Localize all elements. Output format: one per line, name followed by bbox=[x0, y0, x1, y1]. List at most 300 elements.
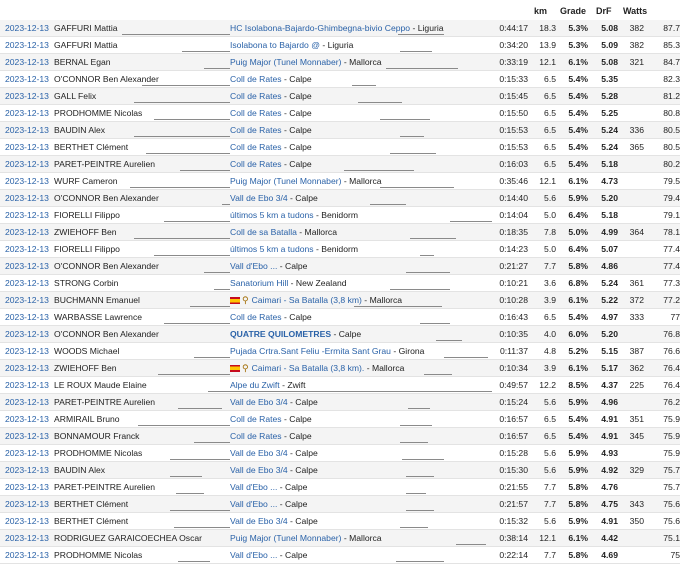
table-row: 2023-12-13 ARMIRAIL Bruno Coll de Rates - Calpe 0:16:57 6.5 5.4% 4.91 351 75.9 bbox=[0, 411, 680, 428]
table-row: 2023-12-13 BAUDIN Alex Vall de Ebo 3/4 - Calpe 0:15:30 5.6 5.9% 4.92 329 75.7 bbox=[0, 462, 680, 479]
score-cell: 77.2 bbox=[644, 292, 680, 309]
segment-link[interactable]: Coll de Rates bbox=[230, 414, 282, 424]
grade-cell: 6.1% bbox=[556, 360, 588, 377]
score-cell: 75 bbox=[644, 547, 680, 564]
date-link[interactable]: 2023-12-13 bbox=[5, 74, 49, 84]
table-header bbox=[0, 0, 680, 20]
table-row: 2023-12-13 ZWIEHOFF Ben ⚲ Caimari - Sa Batalla (3,8 km). - Mallorca 0:10:34 3.9 6.1% 5.17 362 76.4 bbox=[0, 360, 680, 377]
watts-cell bbox=[618, 445, 644, 462]
watts-cell: 387 bbox=[618, 343, 644, 360]
watts-cell: 361 bbox=[618, 275, 644, 292]
time-cell: 0:16:03 bbox=[492, 156, 528, 173]
rider-scrollbar[interactable] bbox=[154, 119, 230, 120]
segment-link[interactable]: Vall d'Ebo ... bbox=[230, 550, 278, 560]
score-cell: 77.4 bbox=[644, 258, 680, 275]
grade-cell: 5.4% bbox=[556, 156, 588, 173]
segment-scrollbar[interactable] bbox=[436, 340, 462, 341]
segment-link[interactable]: Vall de Ebo 3/4 bbox=[230, 516, 288, 526]
rider-scrollbar[interactable] bbox=[142, 85, 230, 86]
time-cell: 0:15:24 bbox=[492, 394, 528, 411]
rider-scrollbar[interactable] bbox=[164, 323, 230, 324]
segment-location: Calpe bbox=[295, 448, 318, 458]
segment-location: Calpe bbox=[289, 91, 312, 101]
segment-link[interactable]: Vall de Ebo 3/4 bbox=[230, 397, 288, 407]
date-link[interactable]: 2023-12-13 bbox=[5, 363, 49, 373]
time-cell: 0:15:50 bbox=[492, 105, 528, 122]
drf-cell: 5.25 bbox=[588, 105, 618, 122]
table-row: 2023-12-13 GAFFURI Mattia Isolabona to Bajardo @ - Liguria 0:34:20 13.9 5.3% 5.09 382 85.3 bbox=[0, 37, 680, 54]
segment-scrollbar[interactable] bbox=[354, 306, 442, 307]
date-link[interactable]: 2023-12-13 bbox=[5, 329, 49, 339]
date-link[interactable]: 2023-12-13 bbox=[5, 397, 49, 407]
watts-cell: 351 bbox=[618, 411, 644, 428]
grade-cell: 5.9% bbox=[556, 513, 588, 530]
watts-cell: 336 bbox=[618, 122, 644, 139]
score-cell: 76.8 bbox=[644, 326, 680, 343]
segment-link[interactable]: HC Isolabona-Bajardo-Ghimbegna-bivio Ceppo bbox=[230, 23, 411, 33]
segment-link[interactable]: Coll de Rates bbox=[230, 312, 282, 322]
time-cell: 0:15:30 bbox=[492, 462, 528, 479]
segment-location: Calpe bbox=[289, 108, 312, 118]
rider-scrollbar[interactable] bbox=[170, 476, 202, 477]
segment-scrollbar[interactable] bbox=[450, 221, 492, 222]
grade-cell: 6.4% bbox=[556, 207, 588, 224]
rider-scrollbar[interactable] bbox=[180, 170, 230, 171]
segment-scrollbar[interactable] bbox=[230, 391, 492, 392]
segment-scrollbar[interactable] bbox=[400, 136, 424, 137]
segment-link[interactable]: Alpe du Zwift bbox=[230, 380, 280, 390]
km-cell: 7.7 bbox=[528, 496, 556, 513]
grade-cell: 6.0% bbox=[556, 326, 588, 343]
km-cell: 3.6 bbox=[528, 275, 556, 292]
segment-location: Benidorm bbox=[321, 244, 359, 254]
km-cell: 5.6 bbox=[528, 445, 556, 462]
segment-scrollbar[interactable] bbox=[400, 425, 432, 426]
segment-scrollbar[interactable] bbox=[380, 119, 430, 120]
grade-cell: 5.4% bbox=[556, 88, 588, 105]
date-link[interactable]: 2023-12-13 bbox=[5, 516, 49, 526]
watts-cell bbox=[618, 71, 644, 88]
segment-link[interactable]: Puig Major (Tunel Monnaber) bbox=[230, 176, 342, 186]
segment-link[interactable]: Coll de Rates bbox=[230, 159, 282, 169]
date-link[interactable]: 2023-12-13 bbox=[5, 431, 49, 441]
date-link[interactable]: 2023-12-13 bbox=[5, 227, 49, 237]
rider-name: GAFFURI Mattia bbox=[54, 40, 118, 50]
date-link[interactable]: 2023-12-13 bbox=[5, 346, 49, 356]
time-cell: 0:10:35 bbox=[492, 326, 528, 343]
header-grade: Grade bbox=[560, 6, 587, 16]
grade-cell: 5.9% bbox=[556, 445, 588, 462]
km-cell: 5.6 bbox=[528, 513, 556, 530]
watts-cell: 382 bbox=[618, 37, 644, 54]
segment-scrollbar[interactable] bbox=[420, 255, 434, 256]
drf-cell: 5.08 bbox=[588, 20, 618, 37]
rider-scrollbar[interactable] bbox=[222, 204, 230, 205]
time-cell: 0:49:57 bbox=[492, 377, 528, 394]
rider-name: FIORELLI Filippo bbox=[54, 210, 120, 220]
table-row: 2023-12-13 FIORELLI Filippo últimos 5 km a tudons - Benidorm 0:14:04 5.0 6.4% 5.18 79.1 bbox=[0, 207, 680, 224]
score-cell: 78.1 bbox=[644, 224, 680, 241]
rider-scrollbar[interactable] bbox=[176, 493, 204, 494]
grade-cell: 5.9% bbox=[556, 190, 588, 207]
drf-cell: 4.86 bbox=[588, 258, 618, 275]
segment-link[interactable]: Caimari - Sa Batalla (3,8 km) bbox=[251, 295, 362, 305]
grade-cell: 5.4% bbox=[556, 105, 588, 122]
rider-name: BERTHET Clément bbox=[54, 516, 129, 526]
drf-cell: 4.73 bbox=[588, 173, 618, 190]
segment-scrollbar[interactable] bbox=[380, 187, 454, 188]
segment-location: Calpe bbox=[289, 312, 312, 322]
km-cell: 5.6 bbox=[528, 190, 556, 207]
score-cell: 79.1 bbox=[644, 207, 680, 224]
drf-cell: 5.18 bbox=[588, 207, 618, 224]
segment-link[interactable]: Puig Major (Tunel Monnaber) bbox=[230, 533, 342, 543]
segment-link[interactable]: Caimari - Sa Batalla (3,8 km). bbox=[251, 363, 365, 373]
grade-cell: 5.4% bbox=[556, 428, 588, 445]
segment-link[interactable]: Coll de sa Batalla bbox=[230, 227, 297, 237]
km-cell: 3.9 bbox=[528, 292, 556, 309]
drf-cell: 4.69 bbox=[588, 547, 618, 564]
rider-scrollbar[interactable] bbox=[158, 374, 230, 375]
segment-location: Calpe bbox=[284, 482, 308, 492]
table-row: 2023-12-13 BUCHMANN Emanuel ⚲ Caimari - Sa Batalla (3,8 km) - Mallorca 0:10:28 3.9 6.1% 5.22 372 77.2 bbox=[0, 292, 680, 309]
segment-scrollbar[interactable] bbox=[400, 527, 428, 528]
drf-cell: 5.18 bbox=[588, 156, 618, 173]
rider-name: WURF Cameron bbox=[54, 176, 118, 186]
km-cell: 6.5 bbox=[528, 411, 556, 428]
segment-scrollbar[interactable] bbox=[402, 459, 444, 460]
segment-link[interactable]: Coll de Rates bbox=[230, 142, 282, 152]
segment-link[interactable]: Coll de Rates bbox=[230, 431, 282, 441]
segment-link[interactable]: Vall de Ebo 3/4 bbox=[230, 448, 288, 458]
date-link[interactable]: 2023-12-13 bbox=[5, 23, 49, 33]
segment-scrollbar[interactable] bbox=[396, 561, 444, 562]
table-row: 2023-12-13 BONNAMOUR Franck Coll de Rates - Calpe 0:16:57 6.5 5.4% 4.91 345 75.9 bbox=[0, 428, 680, 445]
segment-scrollbar[interactable] bbox=[386, 68, 458, 69]
segment-scrollbar[interactable] bbox=[408, 408, 430, 409]
watts-cell: 345 bbox=[618, 428, 644, 445]
segment-link[interactable]: Vall d'Ebo ... bbox=[230, 482, 278, 492]
rider-name: WOODS Michael bbox=[54, 346, 120, 356]
grade-cell: 5.4% bbox=[556, 139, 588, 156]
segment-scrollbar[interactable] bbox=[390, 289, 450, 290]
km-cell: 7.7 bbox=[528, 547, 556, 564]
date-link[interactable]: 2023-12-13 bbox=[5, 482, 49, 492]
segment-location: Benidorm bbox=[321, 210, 359, 220]
segment-scrollbar[interactable] bbox=[344, 170, 414, 171]
watts-cell bbox=[618, 547, 644, 564]
date-link[interactable]: 2023-12-13 bbox=[5, 176, 49, 186]
rider-scrollbar[interactable] bbox=[208, 391, 230, 392]
grade-cell: 6.1% bbox=[556, 54, 588, 71]
km-cell: 7.7 bbox=[528, 258, 556, 275]
segment-location: Calpe bbox=[289, 431, 312, 441]
segment-scrollbar[interactable] bbox=[390, 153, 436, 154]
rider-name: BAUDIN Alex bbox=[54, 125, 106, 135]
grade-cell: 5.8% bbox=[556, 479, 588, 496]
km-cell: 13.9 bbox=[528, 37, 556, 54]
drf-cell: 4.42 bbox=[588, 530, 618, 547]
time-cell: 0:11:37 bbox=[492, 343, 528, 360]
segment-scrollbar[interactable] bbox=[420, 323, 450, 324]
rider-scrollbar[interactable] bbox=[134, 102, 230, 103]
table-row: 2023-12-13 PRODHOMME Nicolas Vall d'Ebo ... - Calpe 0:22:14 7.7 5.8% 4.69 75 bbox=[0, 547, 680, 564]
segment-location: Calpe bbox=[289, 74, 312, 84]
rider-scrollbar[interactable] bbox=[134, 136, 230, 137]
segment-location: Calpe bbox=[289, 125, 312, 135]
watts-cell: 382 bbox=[618, 20, 644, 37]
rider-scrollbar[interactable] bbox=[178, 408, 222, 409]
segment-link[interactable]: Sanatorium Hill bbox=[230, 278, 289, 288]
rider-name: PRODHOMME Nicolas bbox=[54, 108, 143, 118]
drf-cell: 5.24 bbox=[588, 122, 618, 139]
rider-name: BERTHET Clément bbox=[54, 499, 129, 509]
grade-cell: 5.9% bbox=[556, 462, 588, 479]
score-cell: 75.6 bbox=[644, 513, 680, 530]
date-link[interactable]: 2023-12-13 bbox=[5, 499, 49, 509]
segment-location: New Zealand bbox=[295, 278, 347, 288]
watts-cell: 364 bbox=[618, 224, 644, 241]
segment-link[interactable]: Vall de Ebo 3/4 bbox=[230, 465, 288, 475]
segment-link[interactable]: Coll de Rates bbox=[230, 108, 282, 118]
segment-location: Calpe bbox=[284, 550, 308, 560]
drf-cell: 4.91 bbox=[588, 411, 618, 428]
date-link[interactable]: 2023-12-13 bbox=[5, 295, 49, 305]
grade-cell: 5.8% bbox=[556, 258, 588, 275]
segment-scrollbar[interactable] bbox=[410, 238, 456, 239]
segment-scrollbar[interactable] bbox=[406, 272, 450, 273]
grade-cell: 8.5% bbox=[556, 377, 588, 394]
date-link[interactable]: 2023-12-13 bbox=[5, 278, 49, 288]
score-cell: 84.7 bbox=[644, 54, 680, 71]
watts-cell bbox=[618, 88, 644, 105]
rider-scrollbar[interactable] bbox=[190, 306, 230, 307]
date-link[interactable]: 2023-12-13 bbox=[5, 261, 49, 271]
segment-scrollbar[interactable] bbox=[444, 357, 488, 358]
segment-scrollbar[interactable] bbox=[424, 374, 452, 375]
km-cell: 6.5 bbox=[528, 88, 556, 105]
km-cell: 6.5 bbox=[528, 71, 556, 88]
date-link[interactable]: 2023-12-13 bbox=[5, 159, 49, 169]
segment-link[interactable]: últimos 5 km a tudons bbox=[230, 210, 314, 220]
grade-cell: 5.3% bbox=[556, 37, 588, 54]
date-link[interactable]: 2023-12-13 bbox=[5, 142, 49, 152]
time-cell: 0:16:43 bbox=[492, 309, 528, 326]
watts-cell bbox=[618, 105, 644, 122]
time-cell: 0:10:34 bbox=[492, 360, 528, 377]
rider-scrollbar[interactable] bbox=[134, 238, 230, 239]
date-link[interactable]: 2023-12-13 bbox=[5, 380, 49, 390]
table-row: 2023-12-13 GAFFURI Mattia HC Isolabona-Bajardo-Ghimbegna-bivio Ceppo - Liguria 0:44:17 18.3 5.3% 5.08 382 87.7 bbox=[0, 20, 680, 37]
segment-scrollbar[interactable] bbox=[400, 51, 432, 52]
rider-scrollbar[interactable] bbox=[170, 459, 230, 460]
score-cell: 77.3 bbox=[644, 275, 680, 292]
rider-scrollbar[interactable] bbox=[170, 510, 230, 511]
segment-scrollbar[interactable] bbox=[406, 510, 434, 511]
watts-cell: 350 bbox=[618, 513, 644, 530]
segment-link[interactable]: Vall d'Ebo ... bbox=[230, 261, 278, 271]
segment-link[interactable]: Pujada Crtra.Sant Feliu -Ermita Sant Grau bbox=[230, 346, 391, 356]
spain-flag-icon bbox=[230, 365, 240, 372]
rider-name: O'CONNOR Ben Alexander bbox=[54, 74, 159, 84]
grade-cell: 5.3% bbox=[556, 20, 588, 37]
date-link[interactable]: 2023-12-13 bbox=[5, 40, 49, 50]
rider-name: O'CONNOR Ben Alexander bbox=[54, 261, 159, 271]
rider-scrollbar[interactable] bbox=[138, 425, 230, 426]
segment-link[interactable]: Coll de Rates bbox=[230, 91, 282, 101]
date-link[interactable]: 2023-12-13 bbox=[5, 533, 49, 543]
rider-scrollbar[interactable] bbox=[178, 561, 210, 562]
time-cell: 0:38:14 bbox=[492, 530, 528, 547]
segment-scrollbar[interactable] bbox=[398, 34, 444, 35]
grade-cell: 6.8% bbox=[556, 275, 588, 292]
time-cell: 0:15:33 bbox=[492, 71, 528, 88]
score-cell: 82.3 bbox=[644, 71, 680, 88]
segment-location: Calpe bbox=[295, 397, 318, 407]
grade-cell: 5.4% bbox=[556, 411, 588, 428]
time-cell: 0:16:57 bbox=[492, 411, 528, 428]
segment-scrollbar[interactable] bbox=[400, 442, 428, 443]
score-cell: 75.7 bbox=[644, 462, 680, 479]
rider-scrollbar[interactable] bbox=[174, 527, 230, 528]
drf-cell: 4.97 bbox=[588, 309, 618, 326]
bicycle-icon: ⚲ bbox=[242, 363, 249, 373]
rider-name: PARET-PEINTRE Aurelien bbox=[54, 482, 156, 492]
km-cell: 5.0 bbox=[528, 241, 556, 258]
km-cell: 12.1 bbox=[528, 173, 556, 190]
grade-cell: 6.1% bbox=[556, 173, 588, 190]
score-cell: 87.7 bbox=[644, 20, 680, 37]
rides-table bbox=[0, 20, 680, 564]
date-link[interactable]: 2023-12-13 bbox=[5, 108, 49, 118]
watts-cell: 329 bbox=[618, 462, 644, 479]
km-cell: 6.5 bbox=[528, 309, 556, 326]
time-cell: 0:21:57 bbox=[492, 496, 528, 513]
table-row: 2023-12-13 PARET-PEINTRE Aurelien Vall d'Ebo ... - Calpe 0:21:55 7.7 5.8% 4.76 75.7 bbox=[0, 479, 680, 496]
time-cell: 0:15:53 bbox=[492, 122, 528, 139]
rider-scrollbar[interactable] bbox=[164, 221, 230, 222]
spain-flag-icon bbox=[230, 297, 240, 304]
segment-location: Calpe bbox=[338, 329, 362, 339]
segment-scrollbar[interactable] bbox=[406, 493, 426, 494]
segment-link[interactable]: Coll de Rates bbox=[230, 125, 282, 135]
segment-link[interactable]: QUATRE QUILOMETRES bbox=[230, 329, 332, 339]
segment-link[interactable]: últimos 5 km a tudons bbox=[230, 244, 314, 254]
rider-name: RODRIGUEZ GARAICOECHEA Oscar bbox=[54, 533, 203, 543]
score-cell: 80.5 bbox=[644, 122, 680, 139]
segment-scrollbar[interactable] bbox=[358, 102, 402, 103]
time-cell: 0:15:32 bbox=[492, 513, 528, 530]
segment-location: Mallorca bbox=[349, 533, 382, 543]
watts-cell bbox=[618, 479, 644, 496]
rider-scrollbar[interactable] bbox=[204, 68, 230, 69]
table-row: 2023-12-13 STRONG Corbin Sanatorium Hill - New Zealand 0:10:21 3.6 6.8% 5.24 361 77.3 bbox=[0, 275, 680, 292]
rider-scrollbar[interactable] bbox=[194, 442, 230, 443]
rider-scrollbar[interactable] bbox=[154, 255, 230, 256]
segment-scrollbar[interactable] bbox=[370, 204, 406, 205]
watts-cell: 333 bbox=[618, 309, 644, 326]
table-row: 2023-12-13 O'CONNOR Ben Alexander Vall d'Ebo ... - Calpe 0:21:27 7.7 5.8% 4.86 77.4 bbox=[0, 258, 680, 275]
date-link[interactable]: 2023-12-13 bbox=[5, 414, 49, 424]
segment-location: Girona bbox=[398, 346, 425, 356]
table-row: 2023-12-13 PARET-PEINTRE Aurelien Vall de Ebo 3/4 - Calpe 0:15:24 5.6 5.9% 4.96 76.2 bbox=[0, 394, 680, 411]
table-row: 2023-12-13 O'CONNOR Ben Alexander Coll de Rates - Calpe 0:15:33 6.5 5.4% 5.35 82.3 bbox=[0, 71, 680, 88]
rider-name: ARMIRAIL Bruno bbox=[54, 414, 120, 424]
drf-cell: 4.37 bbox=[588, 377, 618, 394]
drf-cell: 5.35 bbox=[588, 71, 618, 88]
score-cell: 80.8 bbox=[644, 105, 680, 122]
km-cell: 4.0 bbox=[528, 326, 556, 343]
drf-cell: 5.24 bbox=[588, 139, 618, 156]
table-row: 2023-12-13 BERNAL Egan Puig Major (Tunel Monnaber) - Mallorca 0:33:19 12.1 6.1% 5.08 321 84.7 bbox=[0, 54, 680, 71]
segment-link[interactable]: Puig Major (Tunel Monnaber) bbox=[230, 57, 342, 67]
km-cell: 5.6 bbox=[528, 394, 556, 411]
segment-link[interactable]: Coll de Rates bbox=[230, 74, 282, 84]
score-cell: 80.5 bbox=[644, 139, 680, 156]
km-cell: 6.5 bbox=[528, 105, 556, 122]
rider-name: WARBASSE Lawrence bbox=[54, 312, 143, 322]
time-cell: 0:14:23 bbox=[492, 241, 528, 258]
date-link[interactable]: 2023-12-13 bbox=[5, 550, 49, 560]
date-link[interactable]: 2023-12-13 bbox=[5, 210, 49, 220]
rider-scrollbar[interactable] bbox=[182, 51, 230, 52]
drf-cell: 4.93 bbox=[588, 445, 618, 462]
date-link[interactable]: 2023-12-13 bbox=[5, 57, 49, 67]
date-link[interactable]: 2023-12-13 bbox=[5, 91, 49, 101]
table-row: 2023-12-13 PARET-PEINTRE Aurelien Coll de Rates - Calpe 0:16:03 6.5 5.4% 5.18 80.2 bbox=[0, 156, 680, 173]
segment-link[interactable]: Vall d'Ebo ... bbox=[230, 499, 278, 509]
time-cell: 0:16:57 bbox=[492, 428, 528, 445]
time-cell: 0:10:21 bbox=[492, 275, 528, 292]
date-link[interactable]: 2023-12-13 bbox=[5, 244, 49, 254]
rider-scrollbar[interactable] bbox=[130, 187, 230, 188]
time-cell: 0:33:19 bbox=[492, 54, 528, 71]
date-link[interactable]: 2023-12-13 bbox=[5, 125, 49, 135]
segment-scrollbar[interactable] bbox=[406, 476, 434, 477]
date-link[interactable]: 2023-12-13 bbox=[5, 448, 49, 458]
segment-link[interactable]: Isolabona to Bajardo @ bbox=[230, 40, 320, 50]
table-row: 2023-12-13 O'CONNOR Ben Alexander QUATRE QUILOMETRES - Calpe 0:10:35 4.0 6.0% 5.20 76.8 bbox=[0, 326, 680, 343]
score-cell: 75.9 bbox=[644, 445, 680, 462]
rider-scrollbar[interactable] bbox=[194, 357, 230, 358]
segment-location: Calpe bbox=[295, 516, 318, 526]
segment-location: Calpe bbox=[295, 465, 318, 475]
grade-cell: 5.0% bbox=[556, 224, 588, 241]
rider-name: O'CONNOR Ben Alexander bbox=[54, 329, 159, 339]
segment-link[interactable]: Vall de Ebo 3/4 bbox=[230, 193, 288, 203]
segment-scrollbar[interactable] bbox=[352, 85, 376, 86]
rider-name: LE ROUX Maude Elaine bbox=[54, 380, 147, 390]
score-cell: 79.4 bbox=[644, 190, 680, 207]
date-link[interactable]: 2023-12-13 bbox=[5, 193, 49, 203]
score-cell: 76.4 bbox=[644, 360, 680, 377]
score-cell: 75.6 bbox=[644, 496, 680, 513]
rider-scrollbar[interactable] bbox=[214, 289, 230, 290]
date-link[interactable]: 2023-12-13 bbox=[5, 465, 49, 475]
rider-scrollbar[interactable] bbox=[146, 153, 230, 154]
rider-name: PARET-PEINTRE Aurelien bbox=[54, 397, 156, 407]
segment-scrollbar[interactable] bbox=[456, 544, 486, 545]
table-row: 2023-12-13 BERTHET Clément Coll de Rates - Calpe 0:15:53 6.5 5.4% 5.24 365 80.5 bbox=[0, 139, 680, 156]
drf-cell: 5.22 bbox=[588, 292, 618, 309]
rider-scrollbar[interactable] bbox=[122, 34, 230, 35]
segment-location: Mallorca bbox=[371, 363, 405, 373]
table-row: 2023-12-13 FIORELLI Filippo últimos 5 km a tudons - Benidorm 0:14:23 5.0 6.4% 5.07 77.4 bbox=[0, 241, 680, 258]
watts-cell bbox=[618, 190, 644, 207]
rider-scrollbar[interactable] bbox=[204, 272, 230, 273]
rider-name: ZWIEHOFF Ben bbox=[54, 227, 117, 237]
date-link[interactable]: 2023-12-13 bbox=[5, 312, 49, 322]
